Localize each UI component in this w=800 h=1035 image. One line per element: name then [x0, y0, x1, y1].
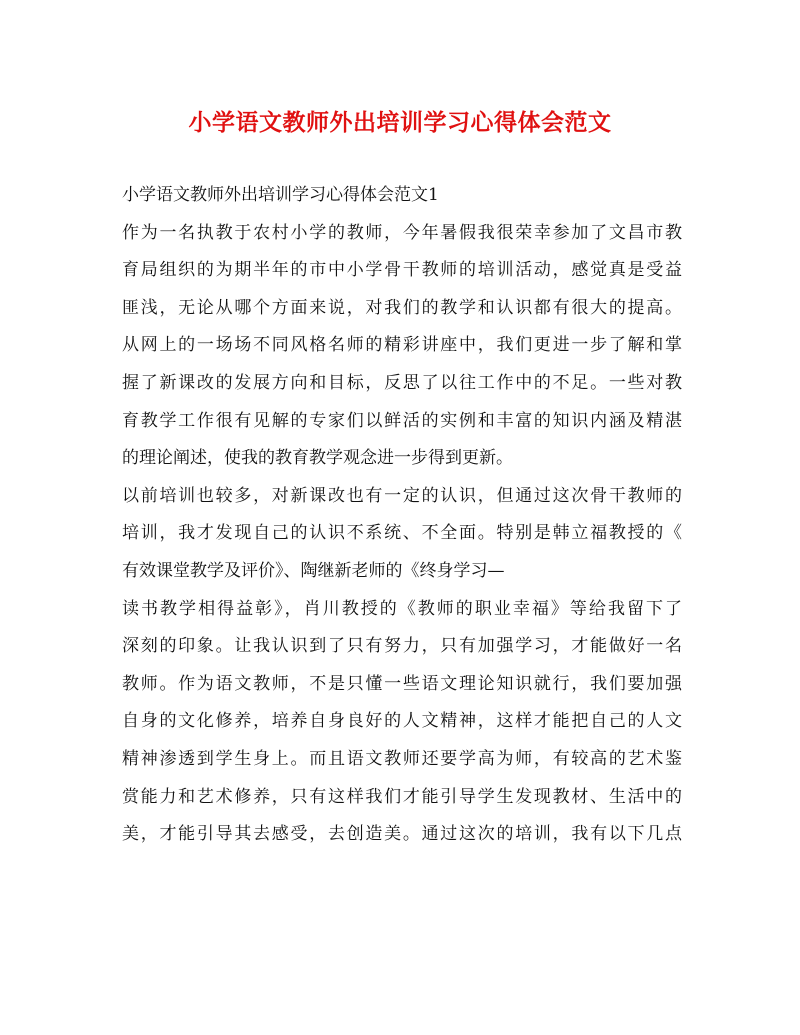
body-line-12: 深刻的印象。让我认识到了只有努力，只有加强学习，才能做好一名: [122, 636, 682, 657]
body-line-14: 自身的文化修养，培养自身良好的人文精神，这样才能把自己的人文: [122, 711, 682, 732]
body-line-10: 有效课堂教学及评价》、陶继新老师的《终身学习—: [122, 560, 505, 581]
document-title: 小学语文教师外出培训学习心得体会范文: [188, 109, 612, 136]
body-line-4: 从网上的一场场不同风格名师的精彩讲座中，我们更进一步了解和掌: [122, 335, 682, 356]
body-line-1: 作为一名执教于农村小学的教师，今年暑假我很荣幸参加了文昌市教: [122, 222, 682, 243]
document-body: [122, 177, 682, 854]
body-line-5: 握了新课改的发展方向和目标，反思了以往工作中的不足。一些对教: [122, 372, 682, 393]
body-line-15: 精神渗透到学生身上。而且语文教师还要学高为师，有较高的艺术鉴: [122, 748, 682, 769]
body-line-17: 美，才能引导其去感受，去创造美。通过这次的培训，我有以下几点: [122, 824, 682, 845]
body-line-11: 读书教学相得益彰》，肖川教授的《教师的职业幸福》等给我留下了: [122, 598, 682, 619]
body-line-9: 培训，我才发现自己的认识不系统、不全面。特别是韩立福教授的《: [122, 523, 682, 544]
body-line-7: 的理论阐述，使我的教育教学观念进一步得到更新。: [122, 448, 513, 469]
body-line-6: 育教学工作很有见解的专家们以鲜活的实例和丰富的知识内涵及精湛: [122, 410, 682, 431]
body-line-13: 教师。作为语文教师，不是只懂一些语文理论知识就行，我们要加强: [122, 673, 682, 694]
body-line-2: 育局组织的为期半年的市中小学骨干教师的培训活动，感觉真是受益: [122, 260, 682, 281]
body-line-8: 以前培训也较多，对新课改也有一定的认识，但通过这次骨干教师的: [122, 485, 682, 506]
body-line-3: 匪浅，无论从哪个方面来说，对我们的教学和认识都有很大的提高。: [122, 297, 682, 318]
body-line-16: 赏能力和艺术修养，只有这样我们才能引导学生发现教材、生活中的: [122, 786, 682, 807]
section-heading: 小学语文教师外出培训学习心得体会范文1: [122, 185, 439, 205]
